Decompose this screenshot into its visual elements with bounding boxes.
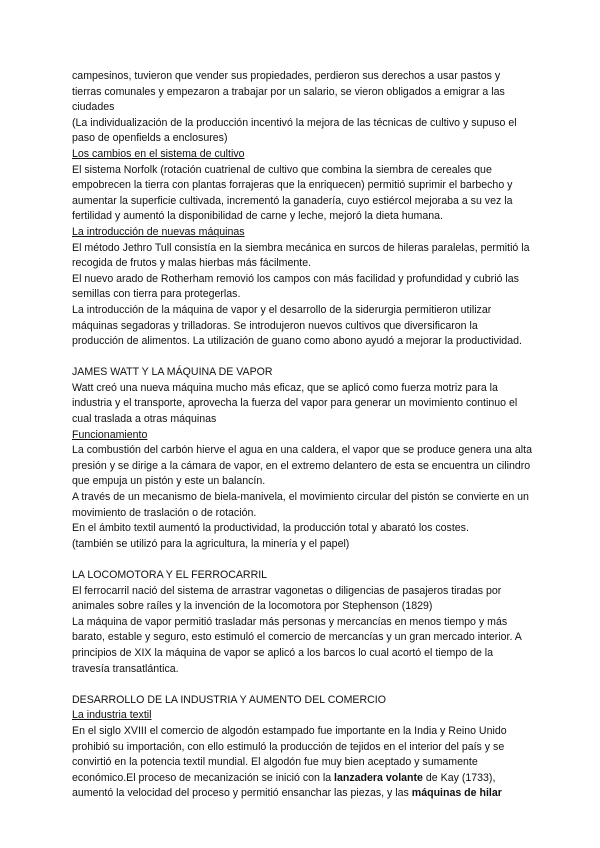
document-page (72, 69, 532, 802)
paragraph (72, 724, 532, 802)
paragraph: El método Jethro Tull consistía en la siembra mecánica en surcos de hileras paralelas, permitió la recogida de frutos y malas hierbas más fácilmente. (72, 241, 530, 270)
paragraph-spacer (72, 677, 532, 693)
paragraph: La introducción de la máquina de vapor y el desarrollo de la siderurgia permitieron utilizar máquinas segadoras y trilladoras. Se introdujeron nuevos cultivos que diversificaron la producción de alimentos. La utilización de guano como abono ayudó a mejorar la productividad. (72, 303, 522, 348)
paragraph-spacer (72, 350, 532, 366)
paragraph: El nuevo arado de Rotherham removió los campos con más facilidad y profundidad y cubrió las semillas con tierra para protegerlas. (72, 272, 519, 301)
section-heading: DESARROLLO DE LA INDUSTRIA Y AUMENTO DEL COMERCIO (72, 693, 386, 706)
paragraph-spacer (72, 552, 532, 568)
section-subheading: La industria textil (72, 709, 152, 722)
paragraph: El ferrocarril nació del sistema de arrastrar vagonetas o diligencias de pasajeros tiradas por animales sobre raíles y la invención de la locomotora por Stephenson (1829) (72, 584, 502, 613)
paragraph: campesinos, tuvieron que vender sus propiedades, perdieron sus derechos a usar pastos y tierras comunales y empezaron a trabajar por un salario, se vieron obligados a emigrar a las ciudades (72, 70, 505, 114)
paragraph: La combustión del carbón hierve el agua en una caldera, el vapor que se produce genera una alta presión y se dirige a la cámara de vapor, en el extremo delantero de esta se encuentra un cilindro que empuja un pistón y este un balancín. (72, 444, 532, 488)
text-run: En el siglo XVIII el comercio de algodón estampado fue importante en la India y Reino Unido prohibió su importación, con ello estimuló la producción de tejidos en el interior del país y se convirtió en la potencia textil mundial. El algodón fue muy bien aceptado y sumamente económico.El proceso de mecanización se inició con la (72, 724, 507, 784)
paragraph: A través de un mecanismo de biela-manivela, el movimiento circular del pistón se convierte en un movimiento de traslación o de rotación. (72, 491, 529, 519)
bold-term: máquinas de hilar (411, 787, 502, 800)
paragraph: (también se utilizó para la agricultura, la minería y el papel) (72, 537, 350, 550)
paragraph: (La individualización de la producción incentivó la mejora de las técnicas de cultivo y supuso el paso de openfields a enclosures) (72, 116, 517, 145)
section-heading: JAMES WATT Y LA MÁQUINA DE VAPOR (72, 366, 273, 379)
section-heading: LA LOCOMOTORA Y EL FERROCARRIL (72, 569, 268, 581)
text-run: de Kay (1733), aumentó la velocidad del proceso y permitió ensanchar las piezas, y las (72, 771, 496, 800)
paragraph: En el ámbito textil aumentó la productividad, la producción total y abarató los costes. (72, 522, 469, 535)
paragraph: Watt creó una nueva máquina mucho más eficaz, que se aplicó como fuerza motriz para la industria y el transporte, aprovecha la fuerza del vapor para generar un movimiento continuo el cual traslada a otras máquinas (72, 381, 518, 426)
paragraph: El sistema Norfolk (rotación cuatrienal de cultivo que combina la siembra de cereales que empobrecen la tierra con plantas forrajeras que la enriquecen) permitió suprimir el barbecho y aumentar la superficie cultivada, incrementó la ganadería, cuyo estiércol mejoraba a su vez la fertilidad y aumentó la disponibilidad de carne y leche, mejoró la dieta humana. (72, 163, 513, 223)
section-subheading: Los cambios en el sistema de cultivo (72, 147, 245, 160)
bold-term: lanzadera volante (334, 771, 423, 784)
section-subheading: Funcionamiento (72, 428, 148, 441)
section-subheading: La introducción de nuevas máquinas (72, 225, 245, 238)
paragraph: La máquina de vapor permitió trasladar más personas y mercancías en menos tiempo y más barato, estable y seguro, esto estimuló el comercio de mercancías y un gran mercado interior. A principios de XIX la máquina de vapor se aplicó a los barcos lo cual acortó el tiempo de la travesía transatlántica. (72, 615, 522, 675)
